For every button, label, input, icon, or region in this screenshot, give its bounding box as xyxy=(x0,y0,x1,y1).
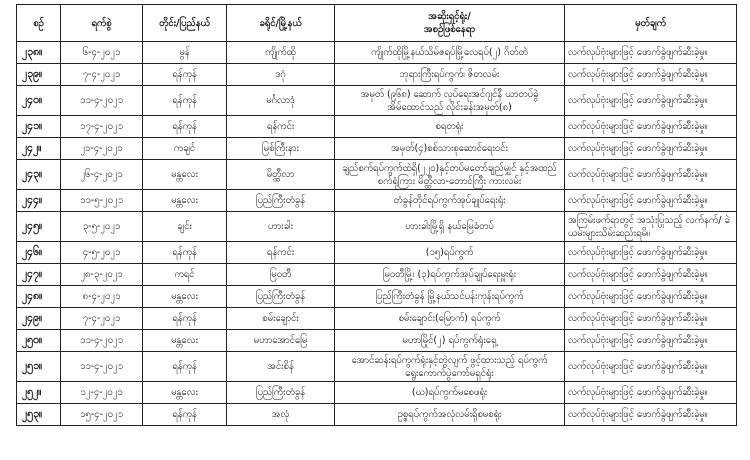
row-state: ကချင် xyxy=(143,138,227,160)
table-row xyxy=(17,64,737,86)
row-state: ရန်ကုန် xyxy=(143,352,227,382)
row-number: ၂၄၃။ xyxy=(17,160,61,190)
row-number: ၂၅၂။ xyxy=(17,382,61,404)
row-state: ရန်ကုန် xyxy=(143,116,227,138)
row-remark: လက်လုပ်ဗုံးများဖြင့် ဖောက်ခွဲဖျက်ဆီးခဲ့မှု။ xyxy=(565,86,737,116)
table-header-row xyxy=(17,5,737,42)
row-township: ပြည်ကြီးတံခွန် xyxy=(227,190,335,212)
row-township: ပြည်ကြီးတံခွန် xyxy=(227,382,335,404)
row-number: ၂၅၀။ xyxy=(17,330,61,352)
row-date: ၂၆-၄-၂၀၂၁ xyxy=(61,160,143,190)
row-state: ရန်ကုန် xyxy=(143,86,227,116)
table-row xyxy=(17,352,737,382)
table-body xyxy=(17,42,737,426)
row-number: ၂၄၆။ xyxy=(17,242,61,264)
row-township: ပြည်ကြီးတံခွန် xyxy=(227,286,335,308)
row-location: ချည်စက်ရပ်ကွက်ထဲရှိ(၂၂၀)နှင့်တပ်မတော်ချည်မျှင် နှင့်အထည်စက်ရုံကြား မိတ္ထီလာ-တောင်ကြီး ကားလမ်း xyxy=(335,160,565,190)
header-state: တိုင်း/ပြည်နယ် xyxy=(143,5,227,42)
table-row xyxy=(17,264,737,286)
row-number: ၂၅၃။ xyxy=(17,404,61,426)
row-location: ကျိုက်ထိုမြို့နယ်သိမ်ဇရပ်မြို့လေရပ်(၂) ဂိတ်တဲ xyxy=(335,42,565,64)
row-date: ၂၈-၃-၂၀၂၁ xyxy=(61,264,143,286)
row-date: ၄-၅-၂၀၂၁ xyxy=(61,242,143,264)
table-row xyxy=(17,116,737,138)
row-state: ချင်း xyxy=(143,212,227,242)
table-row xyxy=(17,308,737,330)
row-remark: အကြမ်းဖက်ရာတွင် အသုံးပြုသည့် လက်နက်/ ခဲယမ်းများသိမ်းဆည်းရမိ။ xyxy=(565,212,737,242)
row-township: အလုံ xyxy=(227,404,335,426)
row-location: တံခွန်တိုင်ရပ်ကွက်အုပ်ချုပ်ရေးရုံး xyxy=(335,190,565,212)
row-state: မန္တလေး xyxy=(143,190,227,212)
row-date: ၂၁-၄-၂၀၂၁ xyxy=(61,138,143,160)
table-row xyxy=(17,286,737,308)
row-remark: လက်လုပ်ဗုံးများဖြင့် ဖောက်ခွဲဖျက်ဆီးခဲ့မှု။ xyxy=(565,308,737,330)
row-location: မြဝတီမြို့၊ (၃)ရပ်ကွက်အုပ်ချုပ်ရေးမှူးရုံး xyxy=(335,264,565,286)
row-remark: လက်လုပ်ဗုံးများဖြင့် ဖောက်ခွဲဖျက်ဆီးခဲ့မှု။ xyxy=(565,42,737,64)
row-location: အောင်ဆန်းရပ်ကွက်ရုံးနှင့်တွဲလျက် ဖွင့်ထားသည့် ရပ်ကွက်ရွေးကောက်ပွဲကော်မရှင်ရုံး xyxy=(335,352,565,382)
row-remark: လက်လုပ်ဗုံးများဖြင့် ဖောက်ခွဲဖျက်ဆီးခဲ့မှု။ xyxy=(565,116,737,138)
row-remark: လက်လုပ်ဗုံးများဖြင့် ဖောက်ခွဲဖျက်ဆီးခဲ့မှု။ xyxy=(565,264,737,286)
row-date: ၃-၅-၂၀၂၁ xyxy=(61,212,143,242)
table-row xyxy=(17,242,737,264)
row-township: မင်္ဂလာဒုံ xyxy=(227,86,335,116)
row-location: စမ်းချောင်း(မြောက်) ရပ်ကွက် xyxy=(335,308,565,330)
table-row xyxy=(17,330,737,352)
header-location xyxy=(335,5,565,42)
row-township: စမ်းချောင်း xyxy=(227,308,335,330)
row-state: မွန် xyxy=(143,42,227,64)
table-row xyxy=(17,42,737,64)
row-date: ၁၂-၄-၂၀၂၁ xyxy=(61,382,143,404)
row-state: ရန်ကုန် xyxy=(143,308,227,330)
row-number: ၂၃၈။ xyxy=(17,42,61,64)
header-location-line2: အစဉ်ဖြစ်နေရာ xyxy=(423,24,476,35)
row-location: ဘုရားကြီးရပ်ကွက်၊ ဇိတလမ်း xyxy=(335,64,565,86)
row-township: ကျိုက်ထို xyxy=(227,42,335,64)
table-row xyxy=(17,138,737,160)
row-location: ဟားခါးမြို့ရှိ နယ်မြေခံတပ် xyxy=(335,212,565,242)
row-state: ရန်ကုန် xyxy=(143,242,227,264)
row-remark: လက်လုပ်ဗုံးများဖြင့် ဖောက်ခွဲဖျက်ဆီးခဲ့မှု။ xyxy=(565,190,737,212)
table-row xyxy=(17,160,737,190)
row-date: ၁၇-၄-၂၀၂၁ xyxy=(61,116,143,138)
row-date: ၁၅-၄-၂၀၂၁ xyxy=(61,404,143,426)
row-township: မြဝတီ xyxy=(227,264,335,286)
table-row xyxy=(17,86,737,116)
table-row xyxy=(17,404,737,426)
row-township: ရန်ကင်း xyxy=(227,242,335,264)
row-number: ၂၄၈။ xyxy=(17,286,61,308)
row-remark: လက်လုပ်ဗုံးများဖြင့် ဖောက်ခွဲဖျက်ဆီးခဲ့မှု။ xyxy=(565,160,737,190)
row-date: ၁၁-၄-၂၀၂၁ xyxy=(61,330,143,352)
row-township: ရန်ကင်း xyxy=(227,116,335,138)
row-date: ၇-၄-၂၀၂၁ xyxy=(61,308,143,330)
row-remark: လက်လုပ်ဗုံးများဖြင့် ဖောက်ခွဲဖျက်ဆီးခဲ့မှု။ xyxy=(565,352,737,382)
row-location: (၁၅)ရပ်ကွက် xyxy=(335,242,565,264)
row-location: ပြည်ကြီးတံခွန် မြို့နယ်သင်ပန်းကုန်းရပ်ကွက် xyxy=(335,286,565,308)
row-township: မဟာအောင်မြေ xyxy=(227,330,335,352)
header-no: စဉ် xyxy=(17,5,61,42)
row-state: မန္တလေး xyxy=(143,286,227,308)
row-township: ဟားခါး xyxy=(227,212,335,242)
table-row xyxy=(17,382,737,404)
row-remark: လက်လုပ်ဗုံးများဖြင့် ဖောက်ခွဲဖျက်ဆီးခဲ့မှု။ xyxy=(565,242,737,264)
row-remark: လက်လုပ်ဗုံးများဖြင့် ဖောက်ခွဲဖျက်ဆီးခဲ့မှု။ xyxy=(565,382,737,404)
row-township: မြစ်ကြီးနား xyxy=(227,138,335,160)
incident-table xyxy=(16,4,737,426)
row-location: စရတရုံး xyxy=(335,116,565,138)
row-number: ၂၅၁။ xyxy=(17,352,61,382)
row-number: ၂၄၀။ xyxy=(17,86,61,116)
row-date: ၈-၄-၂၀၂၁ xyxy=(61,286,143,308)
row-location: (ဃ)ရပ်ကွက်မစေဖရုံး xyxy=(335,382,565,404)
row-township: အင်းစိန် xyxy=(227,352,335,382)
row-number: ၂၄၂။ xyxy=(17,138,61,160)
row-remark: လက်လုပ်ဗုံးများဖြင့် ဖောက်ခွဲဖျက်ဆီးခဲ့မှု။ xyxy=(565,404,737,426)
row-remark: လက်လုပ်ဗုံးများဖြင့် ဖောက်ခွဲဖျက်ဆီးခဲ့မှု။ xyxy=(565,64,737,86)
row-state: ကရင် xyxy=(143,264,227,286)
header-date: ရက်စွဲ xyxy=(61,5,143,42)
row-number: ၂၄၅။ xyxy=(17,212,61,242)
row-remark: လက်လုပ်ဗုံးများဖြင့် ဖောက်ခွဲဖျက်ဆီးခဲ့မှု။ xyxy=(565,138,737,160)
row-date: ၆-၄-၂၀၂၁ xyxy=(61,42,143,64)
header-location-line1: အဆိုးရှင့်ရုံး/ xyxy=(428,11,471,22)
row-date: ၁၁-၄-၂၀၂၁ xyxy=(61,86,143,116)
row-remark: လက်လုပ်ဗုံးများဖြင့် ဖောက်ခွဲဖျက်ဆီးခဲ့မှု။ xyxy=(565,330,737,352)
row-state: မန္တလေး xyxy=(143,382,227,404)
row-township: ဒဂုံ xyxy=(227,64,335,86)
row-location: မဟာမြိုင်(၂) ရပ်ကွက်ရုံးရှေ့ xyxy=(335,330,565,352)
row-state: ရန်ကုန် xyxy=(143,64,227,86)
row-location: အမှတ် (၉၆၈) ဆောက် လုပ်ရေးအင်ဂျင်နီ ယာတပ်ခွဲ အိမ်ထောင်သည် လိုင်းခန်းအမှတ်(၈) xyxy=(335,86,565,116)
row-state: ရန်ကုန် xyxy=(143,404,227,426)
row-number: ၂၄၉။ xyxy=(17,308,61,330)
header-township: ခရိုင်/မြို့နယ် xyxy=(227,5,335,42)
row-number: ၂၄၄။ xyxy=(17,190,61,212)
header-remarks: မှတ်ချက် xyxy=(565,5,737,42)
row-number: ၂၄၁။ xyxy=(17,116,61,138)
row-number: ၂၃၉။ xyxy=(17,64,61,86)
row-date: ၁၁-၄-၂၀၂၁ xyxy=(61,352,143,382)
row-location: ဥစ္စရပ်ကွက်အလုံလမ်းရှိစမစရုံး xyxy=(335,404,565,426)
row-date: ၇-၄-၂၀၂၁ xyxy=(61,64,143,86)
row-date: ၁၁-၅-၂၀၂၁ xyxy=(61,190,143,212)
row-remark: လက်လုပ်ဗုံးများဖြင့် ဖောက်ခွဲဖျက်ဆီးခဲ့မှု။ xyxy=(565,286,737,308)
row-state: မန္တလေး xyxy=(143,160,227,190)
table-row xyxy=(17,190,737,212)
row-township: မိတ္ထီလာ xyxy=(227,160,335,190)
table-row xyxy=(17,212,737,242)
row-state: မန္တလေး xyxy=(143,330,227,352)
row-number: ၂၄၇။ xyxy=(17,264,61,286)
row-location: အမှတ်(၄)စစ်သားစုဆောင်ရေးဝင်း xyxy=(335,138,565,160)
